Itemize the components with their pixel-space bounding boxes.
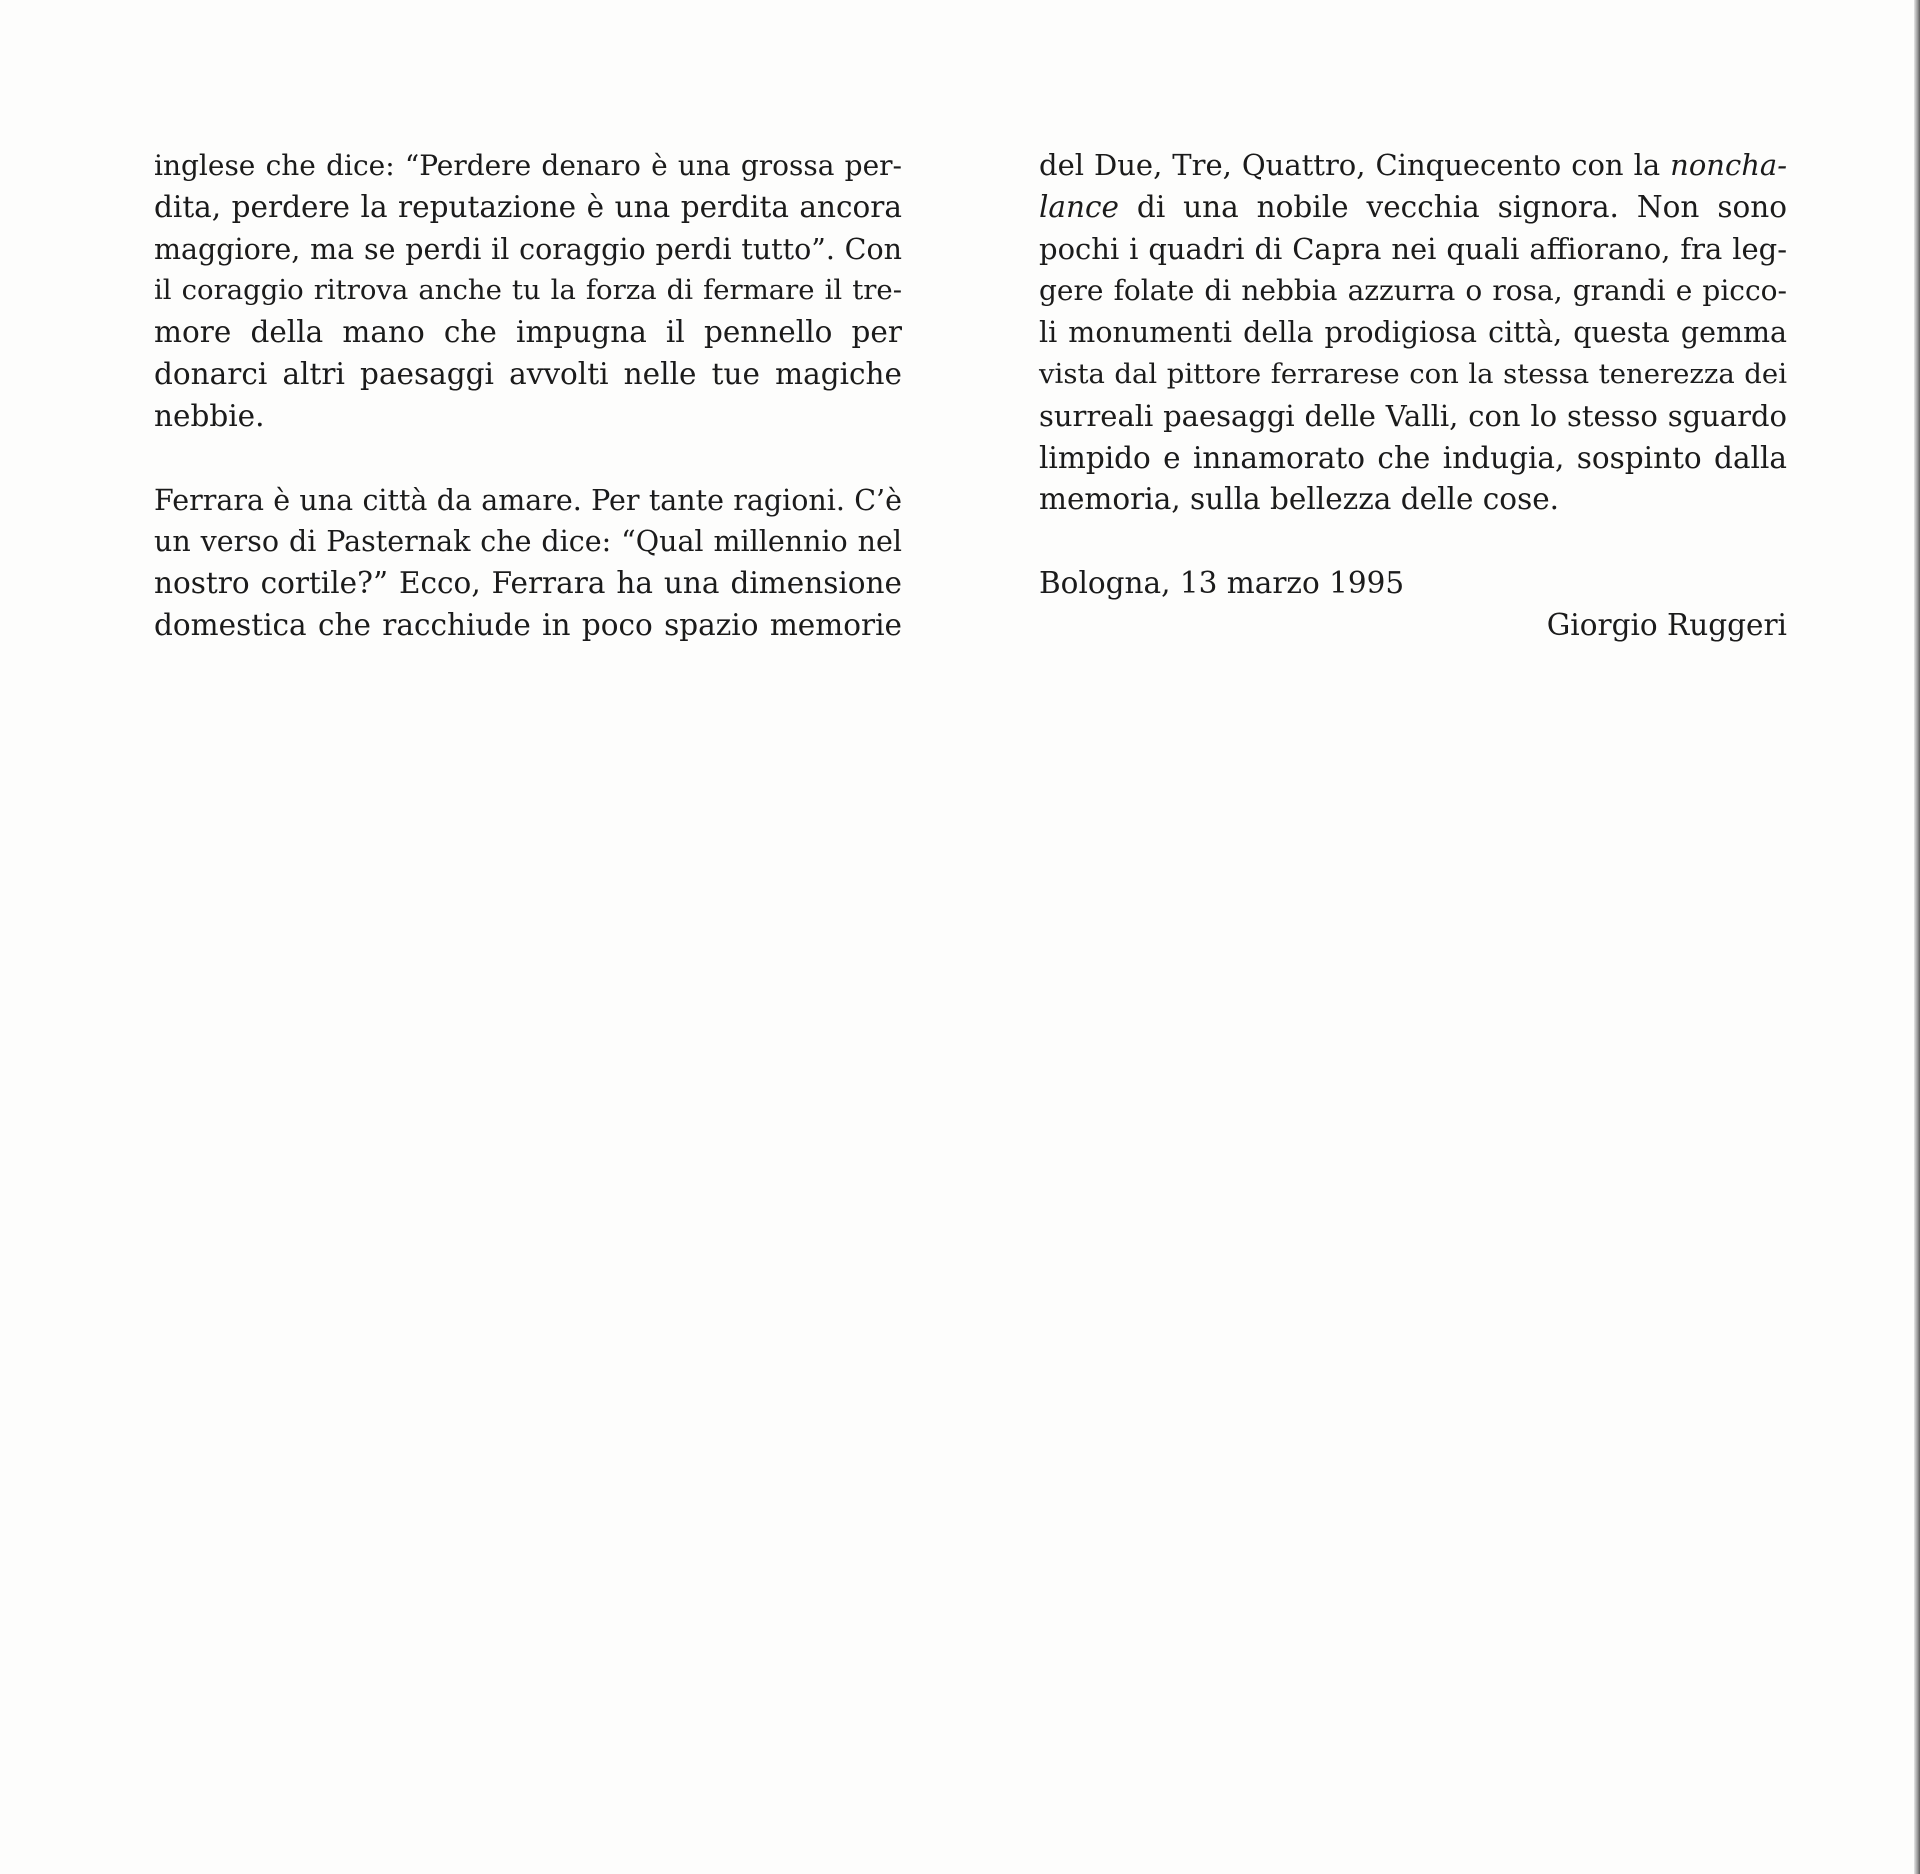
text-line: dita, perdere la reputazione è una perdita ancora bbox=[154, 189, 902, 224]
text-line: inglese che dice: “Perdere denaro è una grossa per- bbox=[154, 149, 902, 182]
text-line: donarci altri paesaggi avvolti nelle tue magiche bbox=[154, 356, 902, 391]
text-line bbox=[1039, 187, 1787, 229]
text-line: limpido e innamorato che indugia, sospinto dalla bbox=[1039, 440, 1787, 475]
place-date: Bologna, 13 marzo 1995 bbox=[1039, 566, 1405, 601]
book-spine-edge bbox=[1914, 0, 1920, 1874]
text-line: li monumenti della prodigiosa città, questa gemma bbox=[1039, 316, 1787, 350]
paragraph-courage bbox=[154, 145, 902, 438]
italic-word: noncha- bbox=[1670, 148, 1787, 182]
author-signature: Giorgio Ruggeri bbox=[1546, 607, 1787, 642]
left-text-column bbox=[154, 145, 902, 647]
text-line: surreali paesaggi delle Valli, con lo stesso sguardo bbox=[1039, 398, 1787, 433]
paragraph-gap bbox=[154, 438, 902, 480]
text-line: pochi i quadri di Capra nei quali affiorano, fra leg- bbox=[1039, 231, 1787, 266]
italic-word: lance bbox=[1039, 189, 1120, 224]
text-line: nebbie. bbox=[154, 398, 265, 433]
text-line bbox=[1039, 145, 1787, 187]
right-text-column bbox=[1039, 145, 1787, 647]
text-run: del Due, Tre, Quattro, Cinquecento con la bbox=[1039, 148, 1671, 182]
text-line: Ferrara è una città da amare. Per tante ragioni. C’è bbox=[154, 483, 902, 517]
text-line: memoria, sulla bellezza delle cose. bbox=[1039, 482, 1560, 517]
text-line: maggiore, ma se perdi il coraggio perdi tutto”. Con bbox=[154, 232, 902, 266]
text-line: more della mano che impugna il pennello per bbox=[154, 315, 902, 350]
text-line: nostro cortile?” Ecco, Ferrara ha una dimensione bbox=[154, 566, 902, 601]
text-line: vista dal pittore ferrarese con la stessa tenerezza dei bbox=[1039, 357, 1787, 390]
text-line: gere folate di nebbia azzurra o rosa, grandi e picco- bbox=[1039, 274, 1787, 308]
text-line: domestica che racchiude in poco spazio memorie bbox=[154, 607, 902, 642]
text-line: un verso di Pasternak che dice: “Qual millennio nel bbox=[154, 525, 902, 559]
text-run: di una nobile vecchia signora. Non sono bbox=[1119, 189, 1787, 224]
paragraph-capra-paintings bbox=[1039, 145, 1787, 521]
paragraph-gap bbox=[1039, 521, 1787, 563]
text-line: il coraggio ritrova anche tu la forza di fermare il tre- bbox=[154, 274, 902, 307]
paragraph-ferrara bbox=[154, 480, 902, 647]
